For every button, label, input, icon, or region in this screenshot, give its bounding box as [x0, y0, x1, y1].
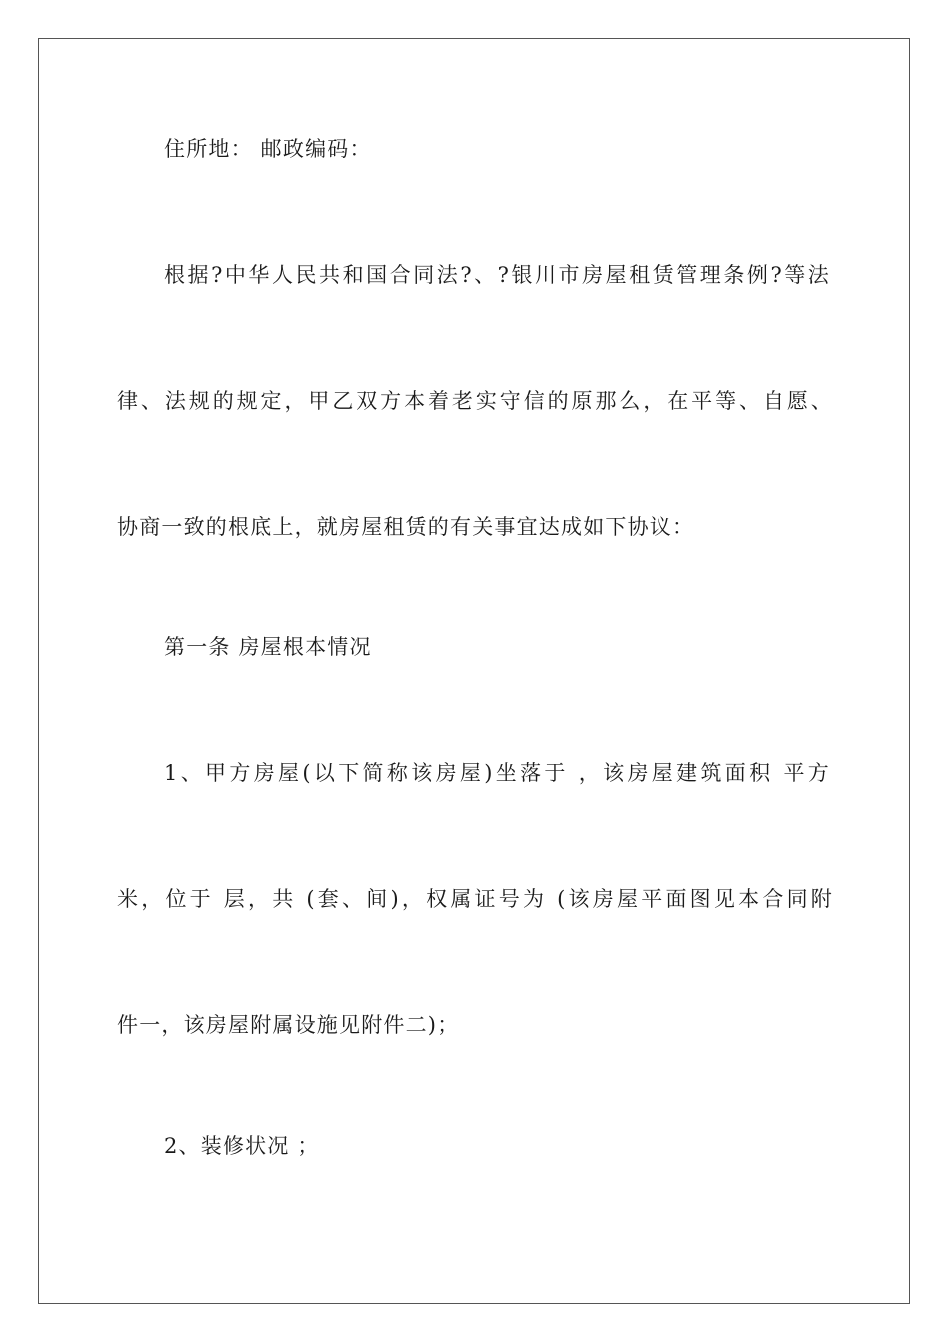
clause-1-line-1: 1、甲方房屋(以下简称该房屋)坐落于 ，该房屋建筑面积 平方	[164, 761, 830, 785]
article-one-heading: 第一条 房屋根本情况	[164, 635, 372, 659]
clause-1-line-3: 件一，该房屋附属设施见附件二)；	[117, 1013, 460, 1037]
paragraph-legal-basis-line-1: 根据?中华人民共和国合同法?、?银川市房屋租赁管理条例?等法	[164, 263, 830, 287]
clause-1-line-2: 米，位于 层，共 (套、间)，权属证号为 (该房屋平面图见本合同附	[117, 887, 833, 911]
page-border	[38, 38, 910, 1304]
clause-2-line: 2、装修状况 ；	[164, 1134, 320, 1158]
paragraph-legal-basis-line-2: 律、法规的规定，甲乙双方本着老实守信的原那么，在平等、自愿、	[117, 389, 833, 413]
address-postcode-line: 住所地： 邮政编码：	[164, 137, 372, 161]
paragraph-legal-basis-line-3: 协商一致的根底上，就房屋租赁的有关事宜达成如下协议：	[117, 515, 695, 539]
